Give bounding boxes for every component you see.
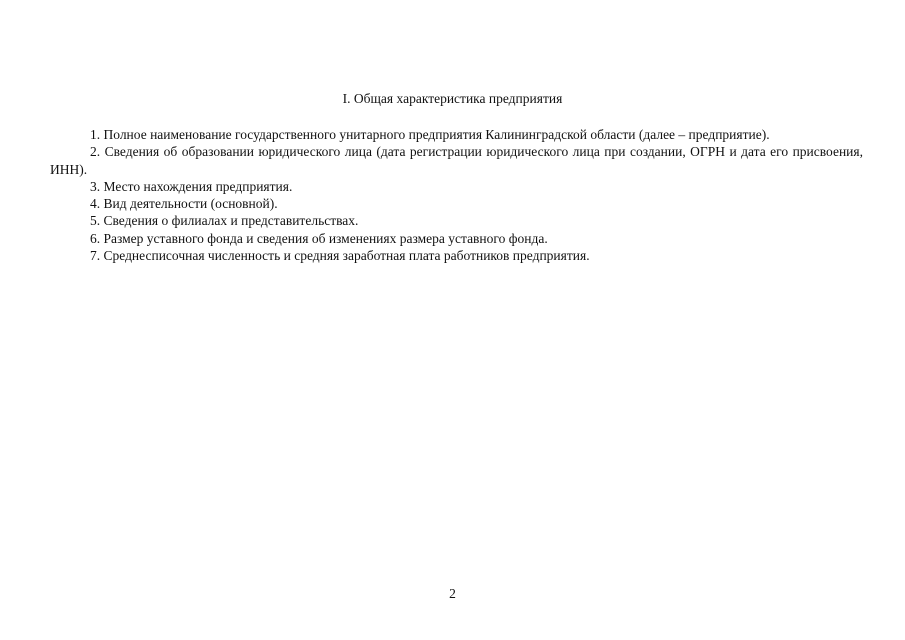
section-title: I. Общая характеристика предприятия xyxy=(342,91,563,106)
list-item: 3. Место нахождения предприятия. xyxy=(90,178,293,194)
list-item: 1. Полное наименование государственного унитарного предприятия Калининградской области (далее – предприятие). xyxy=(90,127,770,142)
list-item: 4. Вид деятельности (основной). xyxy=(90,196,278,212)
list-item: 5. Сведения о филиалах и представительствах. xyxy=(90,213,359,229)
list-item: 7. Среднесписочная численность и средняя заработная плата работников предприятия. xyxy=(90,248,590,264)
page-number: 2 xyxy=(449,586,456,601)
list-item: 6. Размер уставного фонда и сведения об изменениях размера уставного фонда. xyxy=(90,230,548,246)
item-list xyxy=(50,126,863,264)
list-item: 2. Сведения об образовании юридического лица (дата регистрации юридического лица при создании, ОГРН и дата его присвоения, ИНН). xyxy=(50,144,863,177)
